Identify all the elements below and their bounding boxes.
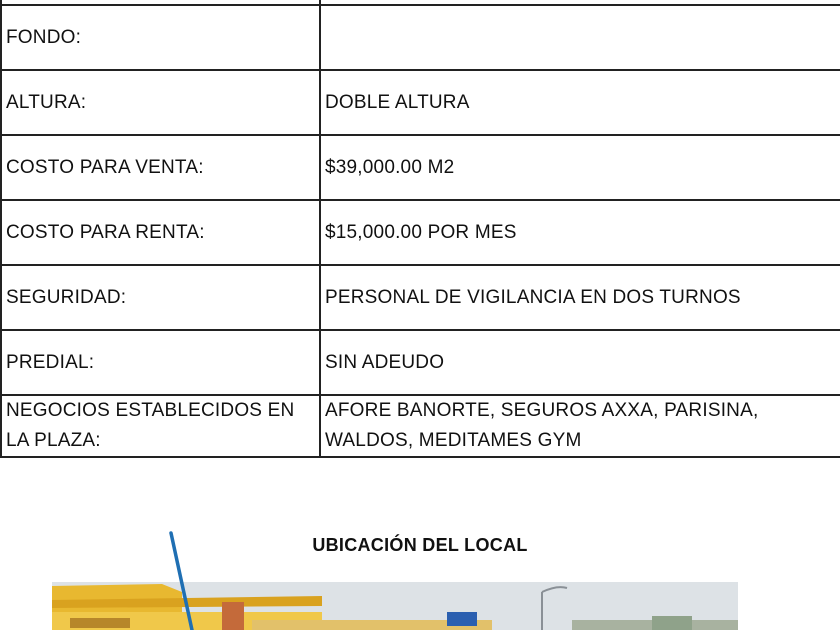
seguridad-value: PERSONAL DE VIGILANCIA EN DOS TURNOS xyxy=(320,265,840,330)
costo-venta-label: COSTO PARA VENTA: xyxy=(1,135,320,200)
table-row xyxy=(1,5,840,70)
table-row xyxy=(1,200,840,265)
costo-venta-value: $39,000.00 M2 xyxy=(320,135,840,200)
location-title: UBICACIÓN DEL LOCAL xyxy=(312,535,528,555)
negocios-value: AFORE BANORTE, SEGUROS AXXA, PARISINA, WALDOS, MEDITAMES GYM xyxy=(320,395,840,457)
costo-renta-label: COSTO PARA RENTA: xyxy=(1,200,320,265)
fondo-label: FONDO: xyxy=(1,5,320,70)
table-row xyxy=(1,395,840,457)
predial-value: SIN ADEUDO xyxy=(320,330,840,395)
plaza-photo-illustration xyxy=(52,582,738,630)
fondo-value xyxy=(320,5,840,70)
predial-label: PREDIAL: xyxy=(1,330,320,395)
altura-value: DOBLE ALTURA xyxy=(320,70,840,135)
table-row xyxy=(1,135,840,200)
costo-renta-value: $15,000.00 POR MES xyxy=(320,200,840,265)
table-row xyxy=(1,70,840,135)
seguridad-label: SEGURIDAD: xyxy=(1,265,320,330)
altura-label: ALTURA: xyxy=(1,70,320,135)
negocios-label: NEGOCIOS ESTABLECIDOS EN LA PLAZA: xyxy=(1,395,320,457)
location-photo xyxy=(52,582,738,630)
table-row xyxy=(1,330,840,395)
table-row xyxy=(1,265,840,330)
